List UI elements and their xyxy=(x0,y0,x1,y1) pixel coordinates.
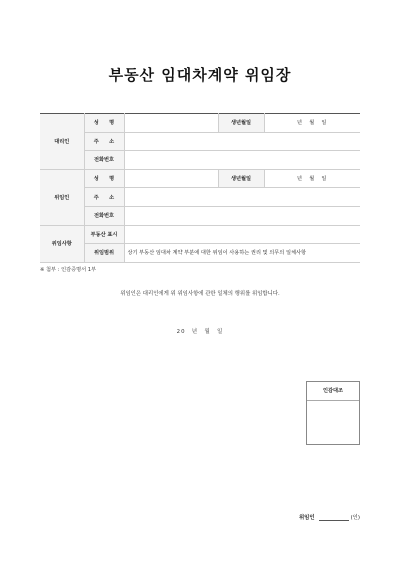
agent-phone-row xyxy=(40,151,360,170)
delegator-name-label: 성 명 xyxy=(84,169,124,188)
attachment-note: ※ 첨부 : 인감증명서 1부 xyxy=(40,267,97,273)
delegator-phone-row xyxy=(40,206,360,225)
seal-comparison-box xyxy=(306,381,360,445)
delegator-phone-field[interactable] xyxy=(124,206,360,225)
signature-label: 위임인 xyxy=(298,515,315,521)
delegation-scope-row xyxy=(40,244,360,263)
seal-mark: (인) xyxy=(350,515,360,521)
agent-name-label: 성 명 xyxy=(84,114,124,133)
property-field[interactable] xyxy=(124,225,360,244)
agent-address-field[interactable] xyxy=(124,132,360,151)
agent-phone-label: 전화번호 xyxy=(84,151,124,170)
delegator-name-field[interactable] xyxy=(124,169,218,188)
delegation-statement: 위임인은 대리인에게 위 위임사항에 관한 일체의 행위를 위임합니다. xyxy=(120,291,280,297)
seal-comparison-label: 인감대조 xyxy=(307,382,359,401)
delegator-name-row xyxy=(40,169,360,188)
agent-birth-label: 생년월일 xyxy=(218,114,264,133)
delegator-phone-label: 전화번호 xyxy=(84,206,124,225)
agent-phone-field[interactable] xyxy=(124,151,360,170)
agent-group-label: 대리인 xyxy=(40,114,84,170)
delegator-group-label: 위임인 xyxy=(40,169,84,225)
delegator-address-label: 주 소 xyxy=(84,188,124,207)
agent-birth-field[interactable]: 년 월 일 xyxy=(264,114,360,133)
delegation-group-label: 위임사항 xyxy=(40,225,84,262)
delegation-property-row xyxy=(40,225,360,244)
agent-address-row xyxy=(40,132,360,151)
signature-field[interactable] xyxy=(319,514,349,521)
delegator-address-row xyxy=(40,188,360,207)
delegation-form-table xyxy=(40,113,360,263)
agent-name-row xyxy=(40,114,360,133)
agent-name-field[interactable] xyxy=(124,114,218,133)
scope-value: 상기 부동산 임대차 계약 부분에 대한 위임이 사용하는 권리 및 의무의 일체사항 xyxy=(124,244,360,263)
document-title: 부동산 임대차계약 위임장 xyxy=(108,66,292,84)
delegator-birth-label: 생년월일 xyxy=(218,169,264,188)
signature-line xyxy=(299,513,360,521)
date-line: 20 년 월 일 xyxy=(176,329,224,335)
property-label: 부동산 표시 xyxy=(84,225,124,244)
scope-label: 위임범위 xyxy=(84,244,124,263)
delegator-address-field[interactable] xyxy=(124,188,360,207)
agent-address-label: 주 소 xyxy=(84,132,124,151)
delegator-birth-field[interactable]: 년 월 일 xyxy=(264,169,360,188)
